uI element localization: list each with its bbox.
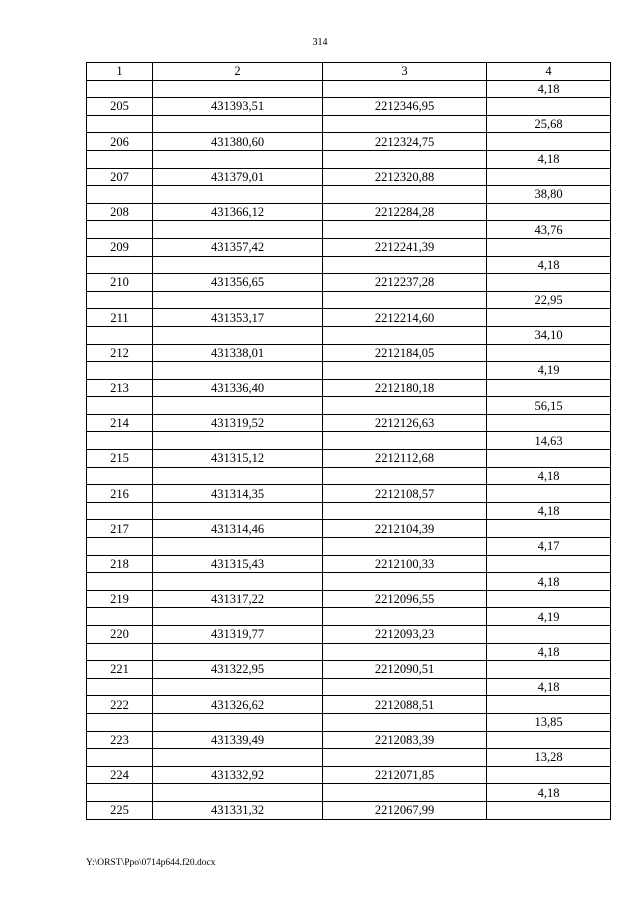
- empty-cell: [87, 362, 153, 380]
- y-coordinate-cell: 2212126,63: [323, 414, 487, 432]
- point-number-cell: 220: [87, 626, 153, 644]
- empty-cell: [323, 573, 487, 591]
- empty-cell: [153, 573, 323, 591]
- empty-cell: [487, 450, 611, 468]
- point-number-cell: 209: [87, 238, 153, 256]
- x-coordinate-cell: 431319,52: [153, 414, 323, 432]
- point-number-cell: 214: [87, 414, 153, 432]
- y-coordinate-cell: 2212241,39: [323, 238, 487, 256]
- empty-cell: [87, 643, 153, 661]
- page-number: 314: [312, 37, 328, 48]
- y-coordinate-cell: 2212284,28: [323, 203, 487, 221]
- distance-row: [87, 643, 611, 661]
- distance-cell: 34,10: [487, 326, 611, 344]
- empty-cell: [487, 98, 611, 116]
- empty-cell: [87, 538, 153, 556]
- distance-cell: 4,18: [487, 573, 611, 591]
- distance-cell: 14,63: [487, 432, 611, 450]
- empty-cell: [87, 608, 153, 626]
- empty-cell: [87, 150, 153, 168]
- distance-row: [87, 326, 611, 344]
- distance-cell: 4,18: [487, 80, 611, 98]
- distance-row: [87, 713, 611, 731]
- point-number-cell: 207: [87, 168, 153, 186]
- footer-file-path: Y:\ORST\Ppo\0714p644.f20.docx: [86, 858, 216, 868]
- y-coordinate-cell: 2212108,57: [323, 485, 487, 503]
- x-coordinate-cell: 431315,12: [153, 450, 323, 468]
- x-coordinate-cell: 431366,12: [153, 203, 323, 221]
- empty-cell: [487, 168, 611, 186]
- distance-row: [87, 502, 611, 520]
- empty-cell: [87, 678, 153, 696]
- distance-cell: 43,76: [487, 221, 611, 239]
- x-coordinate-cell: 431315,43: [153, 555, 323, 573]
- distance-cell: 4,19: [487, 362, 611, 380]
- empty-cell: [323, 150, 487, 168]
- empty-cell: [487, 801, 611, 819]
- empty-cell: [153, 80, 323, 98]
- y-coordinate-cell: 2212071,85: [323, 766, 487, 784]
- empty-cell: [323, 362, 487, 380]
- table-row: [87, 731, 611, 749]
- x-coordinate-cell: 431326,62: [153, 696, 323, 714]
- y-coordinate-cell: 2212100,33: [323, 555, 487, 573]
- table-row: [87, 661, 611, 679]
- empty-cell: [87, 749, 153, 767]
- column-header-3: 3: [323, 63, 487, 81]
- table-row: [87, 450, 611, 468]
- y-coordinate-cell: 2212112,68: [323, 450, 487, 468]
- empty-cell: [87, 291, 153, 309]
- y-coordinate-cell: 2212067,99: [323, 801, 487, 819]
- point-number-cell: 210: [87, 274, 153, 292]
- empty-cell: [323, 256, 487, 274]
- empty-cell: [153, 150, 323, 168]
- distance-cell: 4,18: [487, 256, 611, 274]
- empty-cell: [87, 326, 153, 344]
- distance-row: [87, 221, 611, 239]
- empty-cell: [87, 186, 153, 204]
- distance-row: [87, 256, 611, 274]
- point-number-cell: 216: [87, 485, 153, 503]
- distance-cell: 13,28: [487, 749, 611, 767]
- distance-cell: 22,95: [487, 291, 611, 309]
- empty-cell: [153, 115, 323, 133]
- empty-cell: [153, 256, 323, 274]
- empty-cell: [323, 608, 487, 626]
- empty-cell: [323, 784, 487, 802]
- distance-row: [87, 608, 611, 626]
- empty-cell: [487, 309, 611, 327]
- table-row: [87, 379, 611, 397]
- empty-cell: [153, 643, 323, 661]
- empty-cell: [87, 397, 153, 415]
- x-coordinate-cell: 431380,60: [153, 133, 323, 151]
- y-coordinate-cell: 2212090,51: [323, 661, 487, 679]
- column-header-4: 4: [487, 63, 611, 81]
- x-coordinate-cell: 431338,01: [153, 344, 323, 362]
- distance-row: [87, 573, 611, 591]
- table-row: [87, 801, 611, 819]
- x-coordinate-cell: 431393,51: [153, 98, 323, 116]
- empty-cell: [323, 115, 487, 133]
- point-number-cell: 218: [87, 555, 153, 573]
- empty-cell: [323, 80, 487, 98]
- table-row: [87, 414, 611, 432]
- distance-cell: 4,18: [487, 467, 611, 485]
- distance-row: [87, 150, 611, 168]
- y-coordinate-cell: 2212324,75: [323, 133, 487, 151]
- empty-cell: [323, 749, 487, 767]
- table-row: [87, 626, 611, 644]
- y-coordinate-cell: 2212104,39: [323, 520, 487, 538]
- empty-cell: [487, 731, 611, 749]
- empty-cell: [153, 326, 323, 344]
- empty-cell: [153, 221, 323, 239]
- empty-cell: [487, 379, 611, 397]
- empty-cell: [323, 432, 487, 450]
- point-number-cell: 212: [87, 344, 153, 362]
- point-number-cell: 215: [87, 450, 153, 468]
- y-coordinate-cell: 2212083,39: [323, 731, 487, 749]
- empty-cell: [487, 626, 611, 644]
- empty-cell: [487, 520, 611, 538]
- empty-cell: [87, 502, 153, 520]
- distance-cell: 13,85: [487, 713, 611, 731]
- coordinates-table: [86, 62, 611, 820]
- distance-cell: 38,80: [487, 186, 611, 204]
- column-header-1: 1: [87, 63, 153, 81]
- empty-cell: [87, 221, 153, 239]
- point-number-cell: 225: [87, 801, 153, 819]
- point-number-cell: 223: [87, 731, 153, 749]
- y-coordinate-cell: 2212346,95: [323, 98, 487, 116]
- distance-cell: 4,18: [487, 150, 611, 168]
- table-row: [87, 274, 611, 292]
- x-coordinate-cell: 431336,40: [153, 379, 323, 397]
- y-coordinate-cell: 2212096,55: [323, 590, 487, 608]
- table-row: [87, 168, 611, 186]
- empty-cell: [153, 749, 323, 767]
- empty-cell: [153, 608, 323, 626]
- empty-cell: [323, 713, 487, 731]
- table-row: [87, 98, 611, 116]
- point-number-cell: 224: [87, 766, 153, 784]
- x-coordinate-cell: 431322,95: [153, 661, 323, 679]
- point-number-cell: 219: [87, 590, 153, 608]
- empty-cell: [153, 291, 323, 309]
- empty-cell: [487, 555, 611, 573]
- empty-cell: [487, 590, 611, 608]
- distance-row: [87, 749, 611, 767]
- y-coordinate-cell: 2212214,60: [323, 309, 487, 327]
- x-coordinate-cell: 431339,49: [153, 731, 323, 749]
- x-coordinate-cell: 431379,01: [153, 168, 323, 186]
- empty-cell: [153, 502, 323, 520]
- empty-cell: [153, 432, 323, 450]
- empty-cell: [87, 573, 153, 591]
- empty-cell: [323, 186, 487, 204]
- x-coordinate-cell: 431319,77: [153, 626, 323, 644]
- distance-cell: 56,15: [487, 397, 611, 415]
- point-number-cell: 208: [87, 203, 153, 221]
- empty-cell: [153, 467, 323, 485]
- distance-cell: 4,17: [487, 538, 611, 556]
- table-row: [87, 696, 611, 714]
- table-row: [87, 344, 611, 362]
- empty-cell: [323, 538, 487, 556]
- distance-row: [87, 467, 611, 485]
- empty-cell: [153, 397, 323, 415]
- empty-cell: [487, 661, 611, 679]
- point-number-cell: 221: [87, 661, 153, 679]
- point-number-cell: 217: [87, 520, 153, 538]
- distance-row: [87, 538, 611, 556]
- empty-cell: [487, 344, 611, 362]
- x-coordinate-cell: 431317,22: [153, 590, 323, 608]
- empty-cell: [87, 713, 153, 731]
- empty-cell: [87, 256, 153, 274]
- empty-cell: [487, 274, 611, 292]
- table-row: [87, 766, 611, 784]
- distance-cell: 4,18: [487, 502, 611, 520]
- empty-cell: [487, 696, 611, 714]
- x-coordinate-cell: 431353,17: [153, 309, 323, 327]
- empty-cell: [487, 414, 611, 432]
- distance-row: [87, 432, 611, 450]
- distance-cell: 4,19: [487, 608, 611, 626]
- empty-cell: [323, 221, 487, 239]
- x-coordinate-cell: 431314,46: [153, 520, 323, 538]
- table-row: [87, 238, 611, 256]
- y-coordinate-cell: 2212180,18: [323, 379, 487, 397]
- y-coordinate-cell: 2212320,88: [323, 168, 487, 186]
- y-coordinate-cell: 2212093,23: [323, 626, 487, 644]
- y-coordinate-cell: 2212237,28: [323, 274, 487, 292]
- empty-cell: [487, 485, 611, 503]
- empty-cell: [153, 678, 323, 696]
- empty-cell: [87, 467, 153, 485]
- distance-row: [87, 115, 611, 133]
- empty-cell: [323, 291, 487, 309]
- distance-row: [87, 362, 611, 380]
- distance-cell: 4,18: [487, 678, 611, 696]
- x-coordinate-cell: 431331,32: [153, 801, 323, 819]
- table-header-row: [87, 63, 611, 81]
- point-number-cell: 211: [87, 309, 153, 327]
- empty-cell: [153, 784, 323, 802]
- empty-cell: [487, 133, 611, 151]
- empty-cell: [153, 186, 323, 204]
- x-coordinate-cell: 431357,42: [153, 238, 323, 256]
- point-number-cell: 222: [87, 696, 153, 714]
- empty-cell: [87, 432, 153, 450]
- table-row: [87, 309, 611, 327]
- x-coordinate-cell: 431314,35: [153, 485, 323, 503]
- y-coordinate-cell: 2212088,51: [323, 696, 487, 714]
- empty-cell: [87, 115, 153, 133]
- empty-cell: [487, 203, 611, 221]
- empty-cell: [153, 713, 323, 731]
- empty-cell: [153, 362, 323, 380]
- point-number-cell: 213: [87, 379, 153, 397]
- empty-cell: [87, 784, 153, 802]
- distance-row: [87, 784, 611, 802]
- empty-cell: [87, 80, 153, 98]
- table-row: [87, 133, 611, 151]
- x-coordinate-cell: 431356,65: [153, 274, 323, 292]
- distance-row: [87, 80, 611, 98]
- point-number-cell: 206: [87, 133, 153, 151]
- distance-row: [87, 291, 611, 309]
- y-coordinate-cell: 2212184,05: [323, 344, 487, 362]
- distance-row: [87, 397, 611, 415]
- table-body: [87, 80, 611, 819]
- empty-cell: [323, 678, 487, 696]
- distance-row: [87, 186, 611, 204]
- empty-cell: [323, 643, 487, 661]
- column-header-2: 2: [153, 63, 323, 81]
- empty-cell: [323, 502, 487, 520]
- empty-cell: [323, 467, 487, 485]
- table-row: [87, 555, 611, 573]
- distance-cell: 25,68: [487, 115, 611, 133]
- empty-cell: [487, 766, 611, 784]
- distance-cell: 4,18: [487, 784, 611, 802]
- table-row: [87, 520, 611, 538]
- empty-cell: [487, 238, 611, 256]
- empty-cell: [153, 538, 323, 556]
- x-coordinate-cell: 431332,92: [153, 766, 323, 784]
- table-row: [87, 590, 611, 608]
- empty-cell: [323, 397, 487, 415]
- empty-cell: [323, 326, 487, 344]
- distance-row: [87, 678, 611, 696]
- distance-cell: 4,18: [487, 643, 611, 661]
- table-row: [87, 203, 611, 221]
- point-number-cell: 205: [87, 98, 153, 116]
- table-row: [87, 485, 611, 503]
